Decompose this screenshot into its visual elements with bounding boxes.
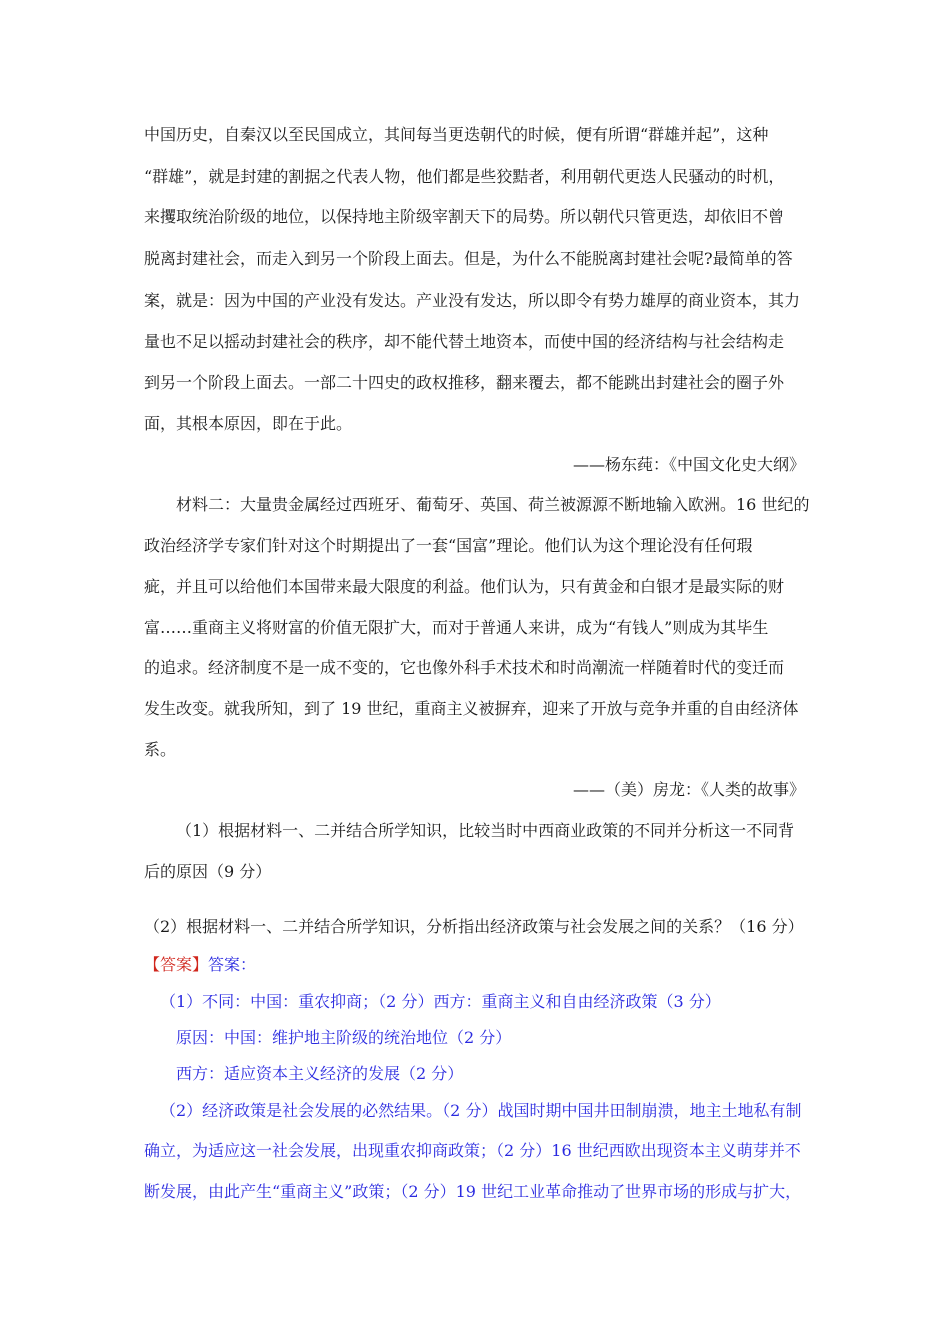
material2-line-1: 材料二：大量贵金属经过西班牙、葡萄牙、英国、荷兰被源源不断地输入欧洲。16 世纪的: [176, 495, 810, 514]
material1-line-4: 脱离封建社会，而走入到另一个阶段上面去。但是，为什么不能脱离封建社会呢?最简单的答: [144, 249, 793, 268]
material2-line-5: 的追求。经济制度不是一成不变的，它也像外科手术技术和时尚潮流一样随着时代的变迁而: [144, 658, 785, 677]
material1-source: ——杨东莼：《中国文化史大纲》: [572, 455, 805, 474]
question-1-line-1: （1）根据材料一、二并结合所学知识，比较当时中西商业政策的不同并分析这一不同背: [176, 821, 795, 840]
material1-line-7: 到另一个阶段上面去。一部二十四史的政权推移，翻来覆去，都不能跳出封建社会的圈子外: [144, 373, 785, 392]
answer-2-line-3: 断发展，由此产生“重商主义”政策；（2 分）19 世纪工业革命推动了世界市场的形成与扩大，: [144, 1182, 802, 1201]
material1-line-8: 面，其根本原因，即在于此。: [144, 414, 353, 433]
material2-line-3: 疵，并且可以给他们本国带来最大限度的利益。他们认为，只有黄金和白银才是最实际的财: [144, 577, 785, 596]
material1-line-1: 中国历史，自秦汉以至民国成立，其间每当更迭朝代的时候，便有所谓“群雄并起”，这种: [144, 125, 769, 144]
question-2: （2）根据材料一、二并结合所学知识，分析指出经济政策与社会发展之间的关系？（16 分）: [144, 917, 804, 936]
material2-line-6: 发生改变。就我所知，到了 19 世纪，重商主义被摒弃，迎来了开放与竞争并重的自由经济体: [144, 699, 799, 718]
answer-heading: 答案：: [208, 955, 257, 974]
material2-line-2: 政治经济学专家们针对这个时期提出了一套“国富”理论。他们认为这个理论没有任何瑕: [144, 536, 753, 555]
answer-tag: 【答案】: [144, 955, 209, 974]
material1-line-6: 量也不足以摇动封建社会的秩序，却不能代替土地资本，而使中国的经济结构与社会结构走: [144, 332, 785, 351]
material1-line-3: 来攫取统治阶级的地位，以保持地主阶级宰割天下的局势。所以朝代只管更迭，却依旧不曾: [144, 207, 785, 226]
material2-source: ——（美）房龙：《人类的故事》: [572, 780, 805, 799]
answer-2-line-2: 确立，为适应这一社会发展，出现重农抑商政策；（2 分）16 世纪西欧出现资本主义萌芽并不: [144, 1141, 801, 1160]
answer-1-line-1: （1）不同：中国：重农抑商；（2 分）西方：重商主义和自由经济政策（3 分）: [160, 992, 721, 1011]
material1-line-2: “群雄”，就是封建的割据之代表人物，他们都是些狡黠者，利用朝代更迭人民骚动的时机，: [144, 167, 785, 186]
material2-line-7: 系。: [144, 740, 177, 759]
material1-line-5: 案，就是：因为中国的产业没有发达。产业没有发达，所以即令有势力雄厚的商业资本，其力: [144, 291, 801, 310]
material2-line-4: 富……重商主义将财富的价值无限扩大，而对于普通人来讲，成为“有钱人”则成为其毕生: [144, 618, 769, 637]
answer-1-line-3: 西方：适应资本主义经济的发展（2 分）: [176, 1064, 464, 1083]
answer-1-line-2: 原因：中国：维护地主阶级的统治地位（2 分）: [176, 1028, 512, 1047]
question-1-line-2: 后的原因（9 分）: [144, 862, 272, 881]
answer-header: [144, 954, 256, 976]
answer-2-line-1: （2）经济政策是社会发展的必然结果。（2 分）战国时期中国井田制崩溃，地主土地私有制: [160, 1101, 802, 1120]
